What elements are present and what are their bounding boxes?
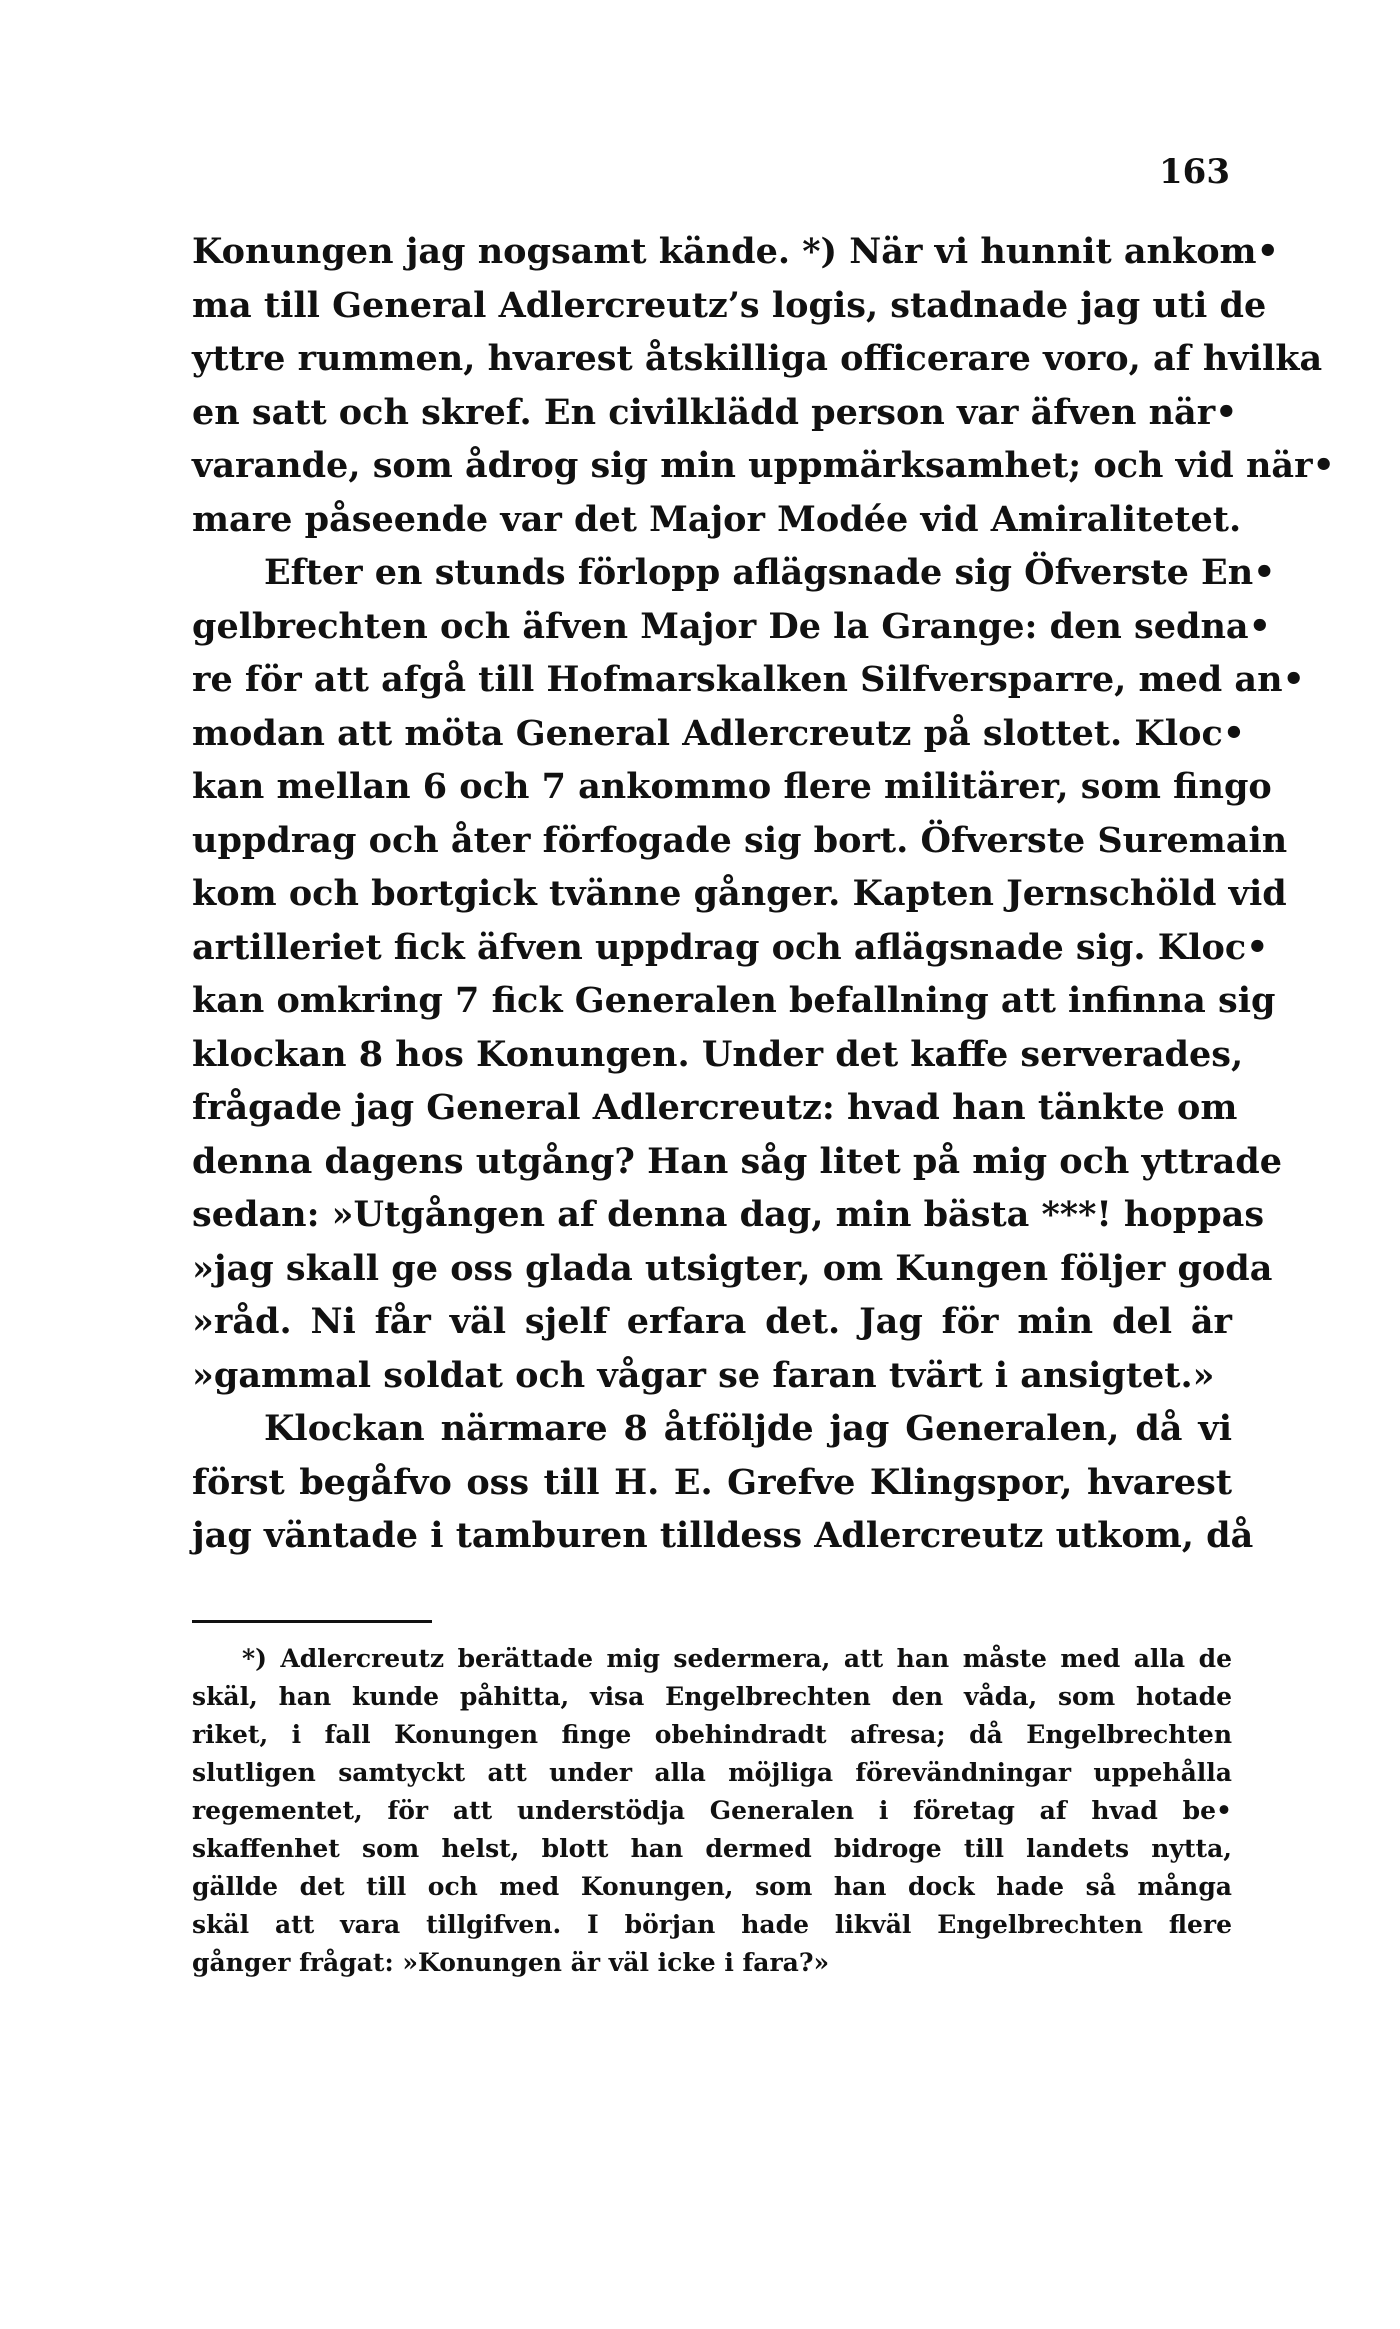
text-line: yttre rummen, hvarest åtskilliga officerare voro, af hvilka [192, 338, 1323, 379]
text-line: »jag skall ge oss glada utsigter, om Kungen följer goda [192, 1247, 1273, 1289]
text-line: frågade jag General Adlercreutz: hvad han tänkte om [192, 1087, 1238, 1128]
text-line: Efter en stunds förlopp aflägsnade sig Öfverste En• [264, 552, 1276, 593]
footnote-line: slutligen samtyckt att under alla möjliga förevändningar uppehålla [192, 1758, 1232, 1787]
footnote-rule [192, 1620, 432, 1623]
text-line: Konungen jag nogsamt kände. *) När vi hunnit ankom• [192, 231, 1279, 272]
text-line: »gammal soldat och vågar se faran tvärt i ansigtet.» [192, 1354, 1215, 1396]
text-line: uppdrag och åter förfogade sig bort. Öfverste Suremain [192, 819, 1288, 861]
text-line: först begåfvo oss till H. E. Grefve Klingspor, hvarest [192, 1461, 1232, 1503]
text-line: artilleriet fick äfven uppdrag och aflägsnade sig. Kloc• [192, 926, 1269, 968]
text-line: sedan: »Utgången af denna dag, min bästa ***! hoppas [192, 1194, 1265, 1235]
text-line: ma till General Adlercreutz’s logis, stadnade jag uti de [192, 284, 1267, 326]
text-line: »råd. Ni får väl sjelf erfara det. Jag för min del är [192, 1301, 1232, 1342]
footnote-line: *) Adlercreutz berättade mig sedermera, att han måste med alla de [242, 1644, 1232, 1673]
footnote-line: skaffenhet som helst, blott han dermed bidroge till landets nytta, [192, 1834, 1232, 1863]
text-line: re för att afgå till Hofmarskalken Silfversparre, med an• [192, 659, 1305, 700]
text-line: en satt och skref. En civilklädd person var äfven när• [192, 391, 1238, 433]
text-line: klockan 8 hos Konungen. Under det kaffe serverades, [192, 1033, 1244, 1075]
text-line: kan omkring 7 fick Generalen befallning att infinna sig [192, 980, 1276, 1021]
footnote-line: skäl, han kunde påhitta, visa Engelbrechten den våda, som hotade [192, 1682, 1232, 1711]
text-line: denna dagens utgång? Han såg litet på mig och yttrade [192, 1140, 1283, 1182]
text-line: Klockan närmare 8 åtföljde jag Generalen, då vi [264, 1408, 1232, 1449]
footnote-line: skäl att vara tillgifven. I början hade likväl Engelbrechten flere [192, 1910, 1232, 1939]
page-number: 163 [1159, 152, 1230, 192]
footnote [192, 1640, 1232, 1982]
main-text [192, 225, 1335, 1563]
text-line: mare påseende var det Major Modée vid Amiralitetet. [192, 498, 1242, 540]
text-line: modan att möta General Adlercreutz på slottet. Kloc• [192, 712, 1246, 754]
footnote-line: regementet, för att understödja Generalen i företag af hvad be• [192, 1796, 1232, 1825]
text-line: kom och bortgick tvänne gånger. Kapten Jernschöld vid [192, 873, 1287, 914]
footnote-line: gällde det till och med Konungen, som han dock hade så många [192, 1872, 1232, 1901]
footnote-line: riket, i fall Konungen finge obehindradt afresa; då Engelbrechten [192, 1720, 1232, 1749]
text-line: varande, som ådrog sig min uppmärksamhet; och vid när• [192, 445, 1335, 486]
footnote-line: gånger frågat: »Konungen är väl icke i fara?» [192, 1948, 830, 1977]
text-line: jag väntade i tamburen tilldess Adlercreutz utkom, då [192, 1515, 1254, 1556]
text-line: kan mellan 6 och 7 ankommo flere militärer, som fingo [192, 766, 1272, 807]
text-line: gelbrechten och äfven Major De la Grange: den sedna• [192, 605, 1271, 647]
